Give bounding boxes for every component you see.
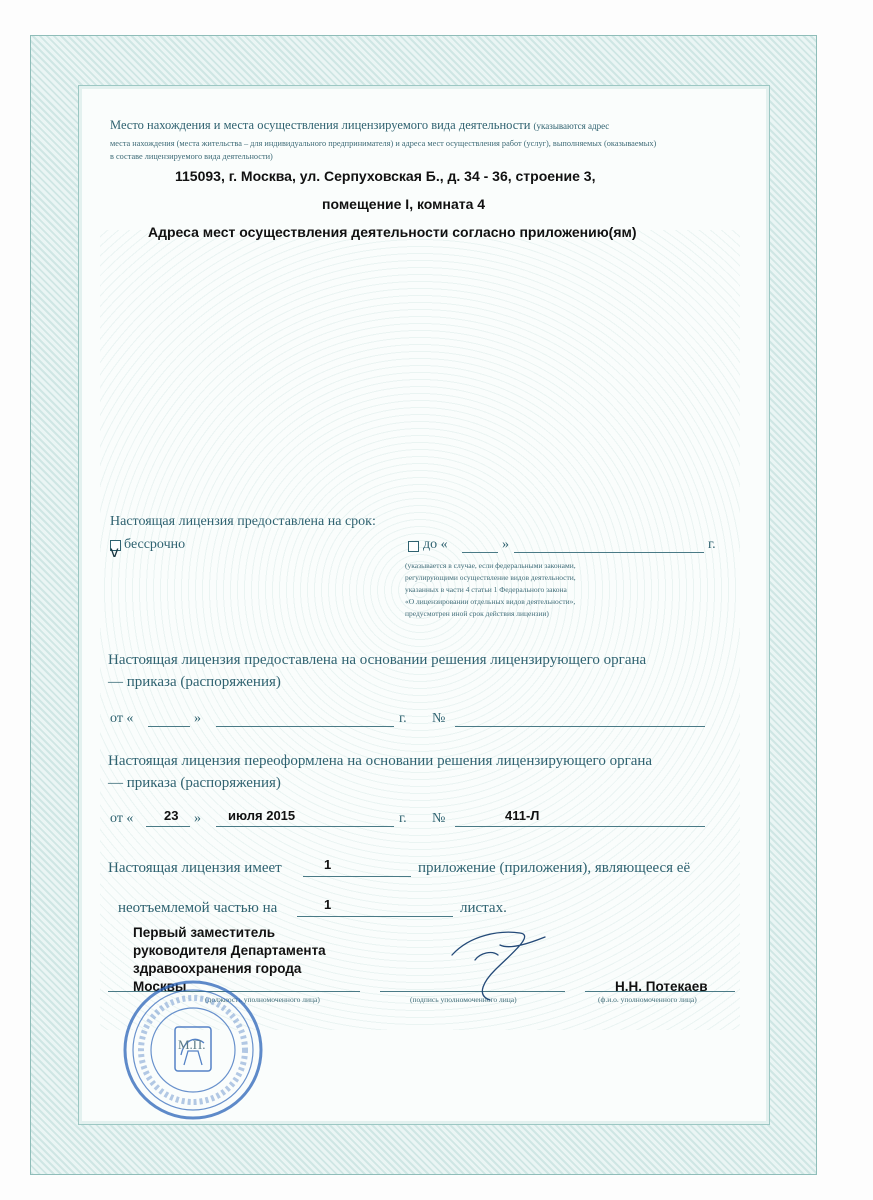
appendix-count-line[interactable] [303, 876, 411, 877]
appendix-line-1-prefix: Настоящая лицензия имеет [108, 860, 282, 876]
reissue-from-prefix: от « [110, 811, 134, 826]
term-note-4: «О лицензировании отдельных видов деятельности», [405, 597, 576, 606]
basis-number-line[interactable] [455, 726, 705, 727]
position-caption: (должность уполномоченного лица) [205, 995, 320, 1004]
basis-month-line[interactable] [216, 726, 394, 727]
term-note-1: (указывается в случае, если федеральными законами, [405, 561, 576, 570]
position-line-3: здравоохранения города [133, 961, 302, 976]
until-checkbox[interactable] [408, 541, 419, 552]
name-line [585, 991, 735, 992]
header-title-main: Место нахождения и места осуществления лицензируемого вида деятельности [110, 118, 531, 132]
signature-caption: (подпись уполномоченного лица) [410, 995, 517, 1004]
reissue-month-year: июля 2015 [228, 808, 296, 823]
reissue-number-sign: № [432, 811, 446, 826]
basis-from-prefix: от « [110, 711, 134, 726]
reissue-year-suffix: г. [399, 811, 407, 826]
unlimited-label: бессрочно [124, 537, 186, 552]
term-note-3: указанных в части 4 статьи 1 Федерального закона [405, 585, 567, 594]
appendix-sheets: 1 [324, 897, 332, 912]
appendix-line-1-suffix: приложение (приложения), являющееся её [418, 860, 691, 876]
reissue-month-line[interactable] [216, 826, 394, 827]
reissue-line-1: Настоящая лицензия переоформлена на основании решения лицензирующего органа [108, 753, 653, 769]
check-mark: v [110, 543, 119, 561]
position-line-4: Москвы [133, 979, 187, 994]
reissue-from-mid: » [194, 811, 201, 826]
basis-line-1: Настоящая лицензия предоставлена на основании решения лицензирующего органа [108, 652, 647, 668]
term-note-2: регулирующими осуществление видов деятельности, [405, 573, 576, 582]
until-prefix: до « [423, 537, 448, 552]
term-note-5: предусмотрен иной срок действия лицензии) [405, 609, 549, 618]
header-note-line-2: места нахождения (места жительства – для индивидуального предпринимателя) и адреса мест осуществления работ (услуг), выполняемых (оказываемых) [110, 139, 657, 148]
appendix-count: 1 [324, 857, 332, 872]
until-day-line[interactable] [462, 552, 498, 553]
position-line-2: руководителя Департамента [133, 943, 326, 958]
signatory-name: Н.Н. Потекаев [615, 979, 708, 994]
header-title [110, 118, 609, 133]
reissue-number-line[interactable] [455, 826, 705, 827]
until-month-line[interactable] [514, 552, 704, 553]
name-caption: (ф.и.о. уполномоченного лица) [598, 995, 697, 1004]
reissue-day: 23 [164, 808, 179, 823]
seal-mark: М.П. [178, 1037, 206, 1052]
reissue-day-line[interactable] [146, 826, 190, 827]
header-title-note: (указываются адрес [533, 121, 610, 131]
basis-line-2: — приказа (распоряжения) [108, 674, 281, 690]
until-mid: » [502, 537, 509, 552]
term-heading: Настоящая лицензия предоставлена на срок: [110, 514, 376, 529]
basis-number-sign: № [432, 711, 446, 726]
appendix-sheets-line[interactable] [297, 916, 453, 917]
address-line-2: помещение I, комната 4 [322, 196, 486, 212]
until-year-suffix: г. [708, 537, 716, 552]
basis-from-mid: » [194, 711, 201, 726]
position-line-1: Первый заместитель [133, 925, 276, 940]
reissue-line-2: — приказа (распоряжения) [108, 775, 281, 791]
basis-day-line[interactable] [148, 726, 190, 727]
appendix-line-2-suffix: листах. [460, 900, 507, 916]
reissue-number: 411-Л [505, 808, 540, 823]
appendix-line-2-prefix: неотъемлемой частью на [118, 900, 278, 916]
handwritten-signature [440, 915, 550, 1005]
basis-year-suffix: г. [399, 711, 407, 726]
address-line-1: 115093, г. Москва, ул. Серпуховская Б., д. 34 - 36, строение 3, [175, 168, 596, 184]
address-line-3: Адреса мест осуществления деятельности согласно приложению(ям) [148, 224, 637, 240]
header-note-line-3: в составе лицензируемого вида деятельности) [110, 152, 273, 161]
